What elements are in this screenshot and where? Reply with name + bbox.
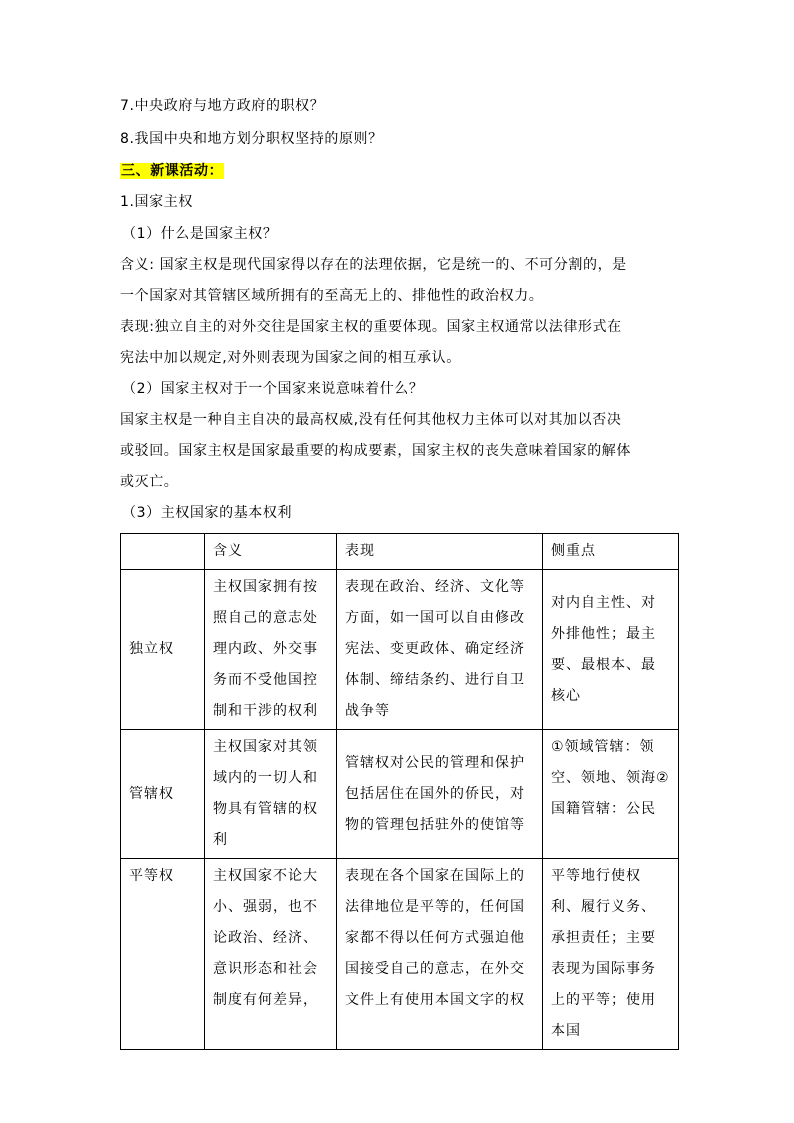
section-title-text: 三、新课活动： [121,163,224,179]
subheading-1: （1）什么是国家主权？ [122,226,278,242]
subheading-2: （2）国家主权对于一个国家来说意味着什么？ [122,381,424,397]
row-meaning: 主权国家对其领域内的一切人和物具有管辖的权利 [205,730,337,859]
table-row [121,859,679,1050]
significance-line-3: 或灭亡。 [120,474,179,490]
table-row [121,730,679,859]
row-name-jurisdiction: 管辖权 [121,730,205,859]
row-focus: ①领域管辖：领空、领地、领海②国籍管辖：公民 [543,730,679,859]
table-row [121,570,679,730]
question-8: 8.我国中央和地方划分职权坚持的原则？ [120,131,383,147]
row-meaning: 主权国家不论大小、强弱，也不论政治、经济、意识形态和社会制度有何差异， [205,859,337,1050]
header-cell-focus: 侧重点 [543,534,679,570]
row-expression: 表现在政治、经济、文化等方面，如一国可以自由修改宪法、变更政体、确定经济体制、缔结条约、进行自卫战争等 [337,570,543,730]
significance-line-2: 或驳回。国家主权是国家最重要的构成要素，国家主权的丧失意味着国家的解体 [120,443,631,459]
section-title [120,161,224,181]
expression-line-1: 表现:独立自主的对外交往是国家主权的重要体现。国家主权通常以法律形式在 [120,319,622,335]
row-focus: 平等地行使权利、履行义务、承担责任；主要表现为国际事务上的平等；使用本国 [543,859,679,1050]
subheading-3: （3）主权国家的基本权利 [122,505,293,521]
table-header-row [121,534,679,570]
question-7: 7.中央政府与地方政府的职权？ [120,98,325,114]
topic-heading: 1.国家主权 [120,194,193,210]
row-expression: 管辖权对公民的管理和保护包括居住在国外的侨民，对物的管理包括驻外的使馆等 [337,730,543,859]
row-meaning: 主权国家拥有按照自己的意志处理内政、外交事务而不受他国控制和干涉的权利 [205,570,337,730]
meaning-line-2: 一个国家对其管辖区域所拥有的至高无上的、排他性的政治权力。 [120,288,544,304]
row-expression: 表现在各个国家在国际上的法律地位是平等的，任何国家都不得以任何方式强迫他国接受自己的意志，在外交文件上有使用本国文字的权 [337,859,543,1050]
header-cell-empty [121,534,205,570]
meaning-line-1: 含义: 国家主权是现代国家得以存在的法理依据，它是统一的、不可分割的，是 [120,257,627,273]
row-name-independence: 独立权 [121,570,205,730]
significance-line-1: 国家主权是一种自主自决的最高权威,没有任何其他权力主体可以对其加以否决 [120,412,622,428]
expression-line-2: 宪法中加以规定,对外则表现为国家之间的相互承认。 [120,350,461,366]
header-cell-expression: 表现 [337,534,543,570]
header-cell-meaning: 含义 [205,534,337,570]
row-focus: 对内自主性、对外排他性；最主要、最根本、最核心 [543,570,679,730]
row-name-equality: 平等权 [121,859,205,1050]
sovereignty-rights-table [120,533,679,1050]
